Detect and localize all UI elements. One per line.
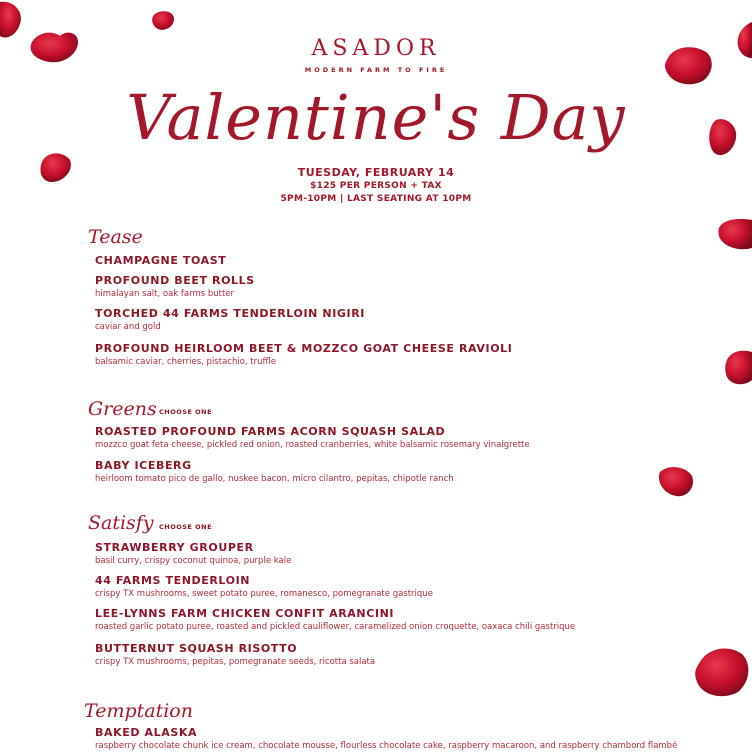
menu-item-description: himalayan salt, oak farms butter	[95, 289, 235, 299]
menu-item-name: STRAWBERRY GROUPER	[95, 541, 254, 554]
menu-item-description: heirloom tomato pico de gallo, nuskee bacon, micro cilantro, pepitas, chipotle ranch	[95, 474, 454, 484]
menu-item-name: PROFOUND BEET ROLLS	[95, 274, 255, 287]
page-title: Valentine's Day	[126, 81, 626, 154]
menu-item	[95, 574, 433, 599]
event-price: $125 PER PERSON + TAX	[310, 181, 442, 191]
menu-item-description: basil curry, crispy coconut quinoa, purple kale	[95, 556, 292, 566]
menu-item-name: BAKED ALASKA	[95, 726, 198, 739]
rose-petal-decoration	[724, 350, 752, 386]
menu-item	[95, 342, 512, 367]
menu-item-name: ROASTED PROFOUND FARMS ACORN SQUASH SALAD	[95, 425, 446, 438]
menu-item-description: raspberry chocolate chunk ice cream, chocolate mousse, flourless chocolate cake, raspberry macaroon, and raspberry chambord flambé	[95, 741, 678, 751]
section-title-tease: Tease	[88, 226, 143, 248]
menu-item-description: crispy TX mushrooms, pepitas, pomegranate seeds, ricotta salata	[95, 657, 376, 667]
menu-item	[95, 459, 454, 484]
section-title-greens: Greens	[88, 398, 157, 420]
brand-logo: ASADOR	[311, 36, 441, 61]
menu-item	[95, 541, 291, 566]
menu-item	[95, 425, 530, 450]
menu-item-description: balsamic caviar, cherries, pistachio, truffle	[95, 357, 276, 367]
menu-item	[95, 254, 226, 267]
event-info	[0, 166, 752, 206]
menu-item-name: LEE-LYNNS FARM CHICKEN CONFIT ARANCINI	[95, 607, 395, 620]
menu-item	[95, 642, 375, 667]
menu-item-name: BABY ICEBERG	[95, 459, 192, 472]
menu-item-description: roasted garlic potato puree, roasted and pickled cauliflower, caramelized onion croquette, oaxaca chili gastrique	[95, 622, 576, 632]
rose-petal-decoration	[0, 0, 24, 40]
rose-petal-decoration	[694, 646, 750, 698]
menu-item-name: PROFOUND HEIRLOOM BEET & MOZZCO GOAT CHEESE RAVIOLI	[95, 342, 513, 355]
rose-petal-decoration	[718, 218, 752, 250]
menu-item-name: CHAMPAGNE TOAST	[95, 254, 227, 267]
rose-petal-decoration	[658, 466, 694, 498]
event-hours: 5PM-10PM | LAST SEATING AT 10PM	[280, 194, 472, 204]
menu-item-description: caviar and gold	[95, 322, 161, 332]
section-title-temptation: Temptation	[84, 700, 193, 722]
menu-item-name: BUTTERNUT SQUASH RISOTTO	[95, 642, 298, 655]
brand-tagline: MODERN FARM TO FIRE	[304, 66, 448, 74]
section-title-satisfy: Satisfy	[88, 512, 154, 534]
menu-item-description: mozzco goat feta cheese, pickled red onion, roasted cranberries, white balsamic rosemary vinaigrette	[95, 440, 530, 450]
choose-one-note: CHOOSE ONE	[159, 523, 213, 531]
menu-item-name: TORCHED 44 FARMS TENDERLOIN NIGIRI	[95, 307, 365, 320]
menu-item	[95, 274, 255, 299]
menu-item	[95, 607, 575, 632]
rose-petal-decoration	[152, 10, 176, 32]
menu-item	[95, 307, 365, 332]
menu-item-name: 44 FARMS TENDERLOIN	[95, 574, 251, 587]
choose-one-note: CHOOSE ONE	[159, 408, 213, 416]
menu-item	[95, 726, 677, 751]
menu-item-description: crispy TX mushrooms, sweet potato puree, romanesco, pomegranate gastrique	[95, 589, 433, 599]
event-date: TUESDAY, FEBRUARY 14	[297, 166, 455, 179]
